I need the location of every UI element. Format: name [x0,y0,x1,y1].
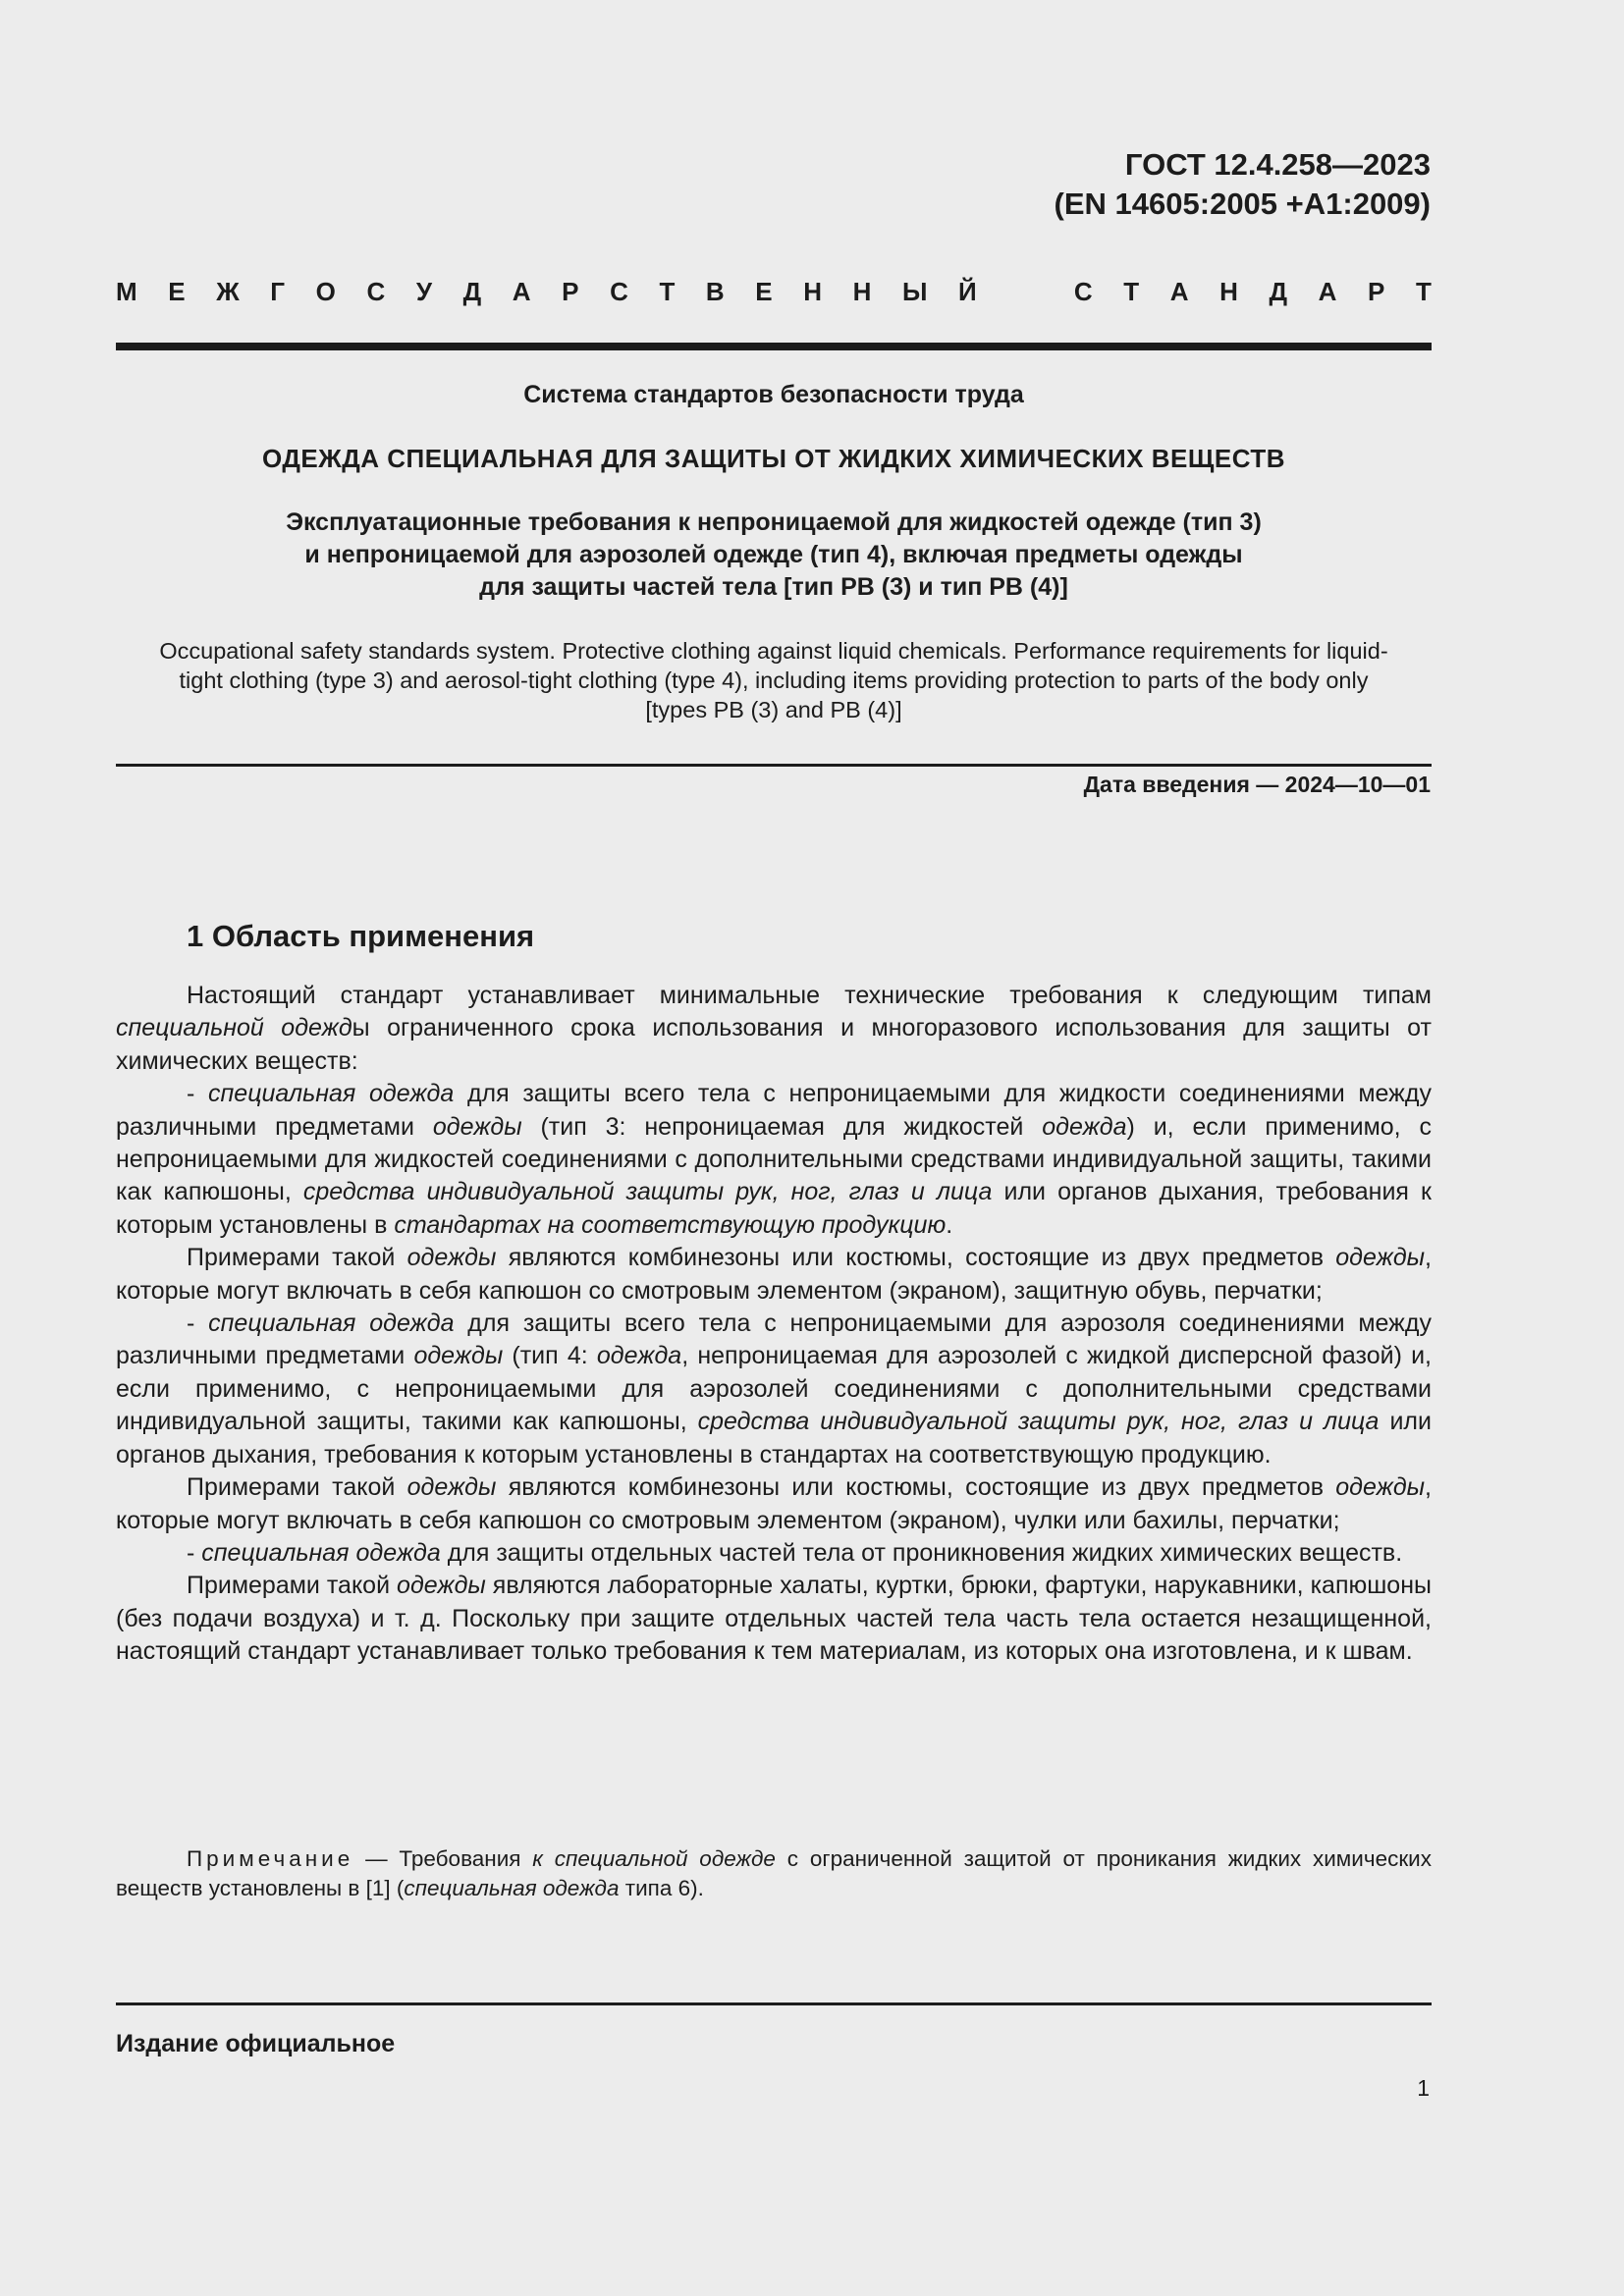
heading-letter: Т [1415,277,1432,306]
heading-letter: С [610,277,628,306]
heading-letter: Д [1269,277,1288,306]
main-title: ОДЕЖДА СПЕЦИАЛЬНАЯ ДЛЯ ЗАЩИТЫ ОТ ЖИДКИХ ХИМИЧЕСКИХ ВЕЩЕСТВ [261,444,1285,473]
heading-letter: О [315,277,336,306]
heading-letter: Г [270,277,286,306]
gost-designation [1055,145,1431,224]
title-divider [116,764,1432,767]
heading-letter: Ж [216,277,240,306]
heading-letter: У [415,277,433,306]
heading-letter: Н [803,277,823,306]
subtitle-line: и непроницаемой для аэрозолей одежде (тип 4), включая предметы одежды [304,541,1243,568]
heading-letter: С [366,277,386,306]
heading-letter: А [1318,277,1337,306]
heading-letter: Н [852,277,872,306]
english-title-line: Occupational safety standards system. Protective clothing against liquid chemicals. Performance requirements for liquid- [159,638,1388,664]
heading-letter: А [1169,277,1189,306]
page-number: 1 [1417,2075,1430,2101]
subtitle [116,507,1432,604]
introduction-date: Дата введения — 2024—10—01 [1083,772,1431,797]
heading-letter: Ы [901,277,928,306]
paragraph: Примерами такой одежды являются комбинезоны или костюмы, состоящие из двух предметов одежды, которые могут включать в себя капюшон со смотровым элементом (экраном), чулки или бахилы, перчатки; [116,1473,1432,1534]
english-title-line: [types PB (3) and PB (4)] [645,697,902,722]
subtitle-line: для защиты частей тела [тип PB (3) и тип PB (4)] [479,573,1068,601]
word-gap [1007,277,1043,307]
heading-letter: М [116,277,137,306]
english-title-line: tight clothing (type 3) and aerosol-tight clothing (type 4), including items providing protection to parts of the body only [179,667,1369,693]
paragraph: Настоящий стандарт устанавливает минимальные технические требования к следующим типам специальной одежды ограниченного срока использования и многоразового использования для защиты от химических веществ: [116,982,1432,1075]
heading-letter: Е [168,277,186,306]
en-number: (EN 14605:2005 +A1:2009) [1054,187,1431,221]
paragraph: Примерами такой одежды являются лабораторные халаты, куртки, брюки, фартуки, нарукавники, капюшоны (без подачи воздуха) и т. д. Поскольку при защите отдельных частей тела часть тела остается незащищенной, настоящий стандарт устанавливает только требования к тем материалам, из которых она изготовлена, и к швам. [116,1572,1432,1666]
heading-letter: Е [755,277,773,306]
system-title: Система стандартов безопасности труда [523,381,1024,408]
section-title: 1 Область применения [187,919,535,953]
paragraph: - специальная одежда для защиты отдельных частей тела от проникновения жидких химических веществ. [187,1538,1403,1567]
heading-letter: Й [958,277,977,306]
section-body [116,980,1432,1669]
interstate-standard-heading [116,277,1432,307]
heading-letter: Д [462,277,482,306]
footer-divider [116,2002,1432,2005]
edition-label: Издание официальное [116,2030,396,2057]
gost-number: ГОСТ 12.4.258—2023 [1124,147,1431,182]
heading-letter: Р [562,277,579,306]
heading-letter: Р [1368,277,1385,306]
paragraph: - специальная одежда для защиты всего тела с непроницаемыми для аэрозоля соединениями между различными предметами одежды (тип 4: одежда, непроницаемая для аэрозолей с жидкой дисперсной фазой) и, если применимо, с непроницаемыми для аэрозолей соединениями с дополнительными средствами индивидуальной защиты, такими как капюшоны, средства индивидуальной защиты рук, ног, глаз и лица или органов дыхания, требования к которым установлены в стандартах на соответствующую продукцию. [116,1309,1432,1468]
header-divider [116,343,1432,350]
paragraph: Примерами такой одежды являются комбинезоны или костюмы, состоящие из двух предметов одежды, которые могут включать в себя капюшон со смотровым элементом (экраном), защитную обувь, перчатки; [116,1244,1432,1305]
heading-letter: Н [1219,277,1238,306]
note: Примечание — Требования к специальной одежде с ограниченной защитой от проникания жидких химических веществ установлены в [1] (специальная одежда типа 6). [116,1846,1432,1900]
heading-letter: А [512,277,531,306]
heading-letter: Т [659,277,676,306]
heading-letter: В [705,277,725,306]
paragraph: - специальная одежда для защиты всего тела с непроницаемыми для жидкости соединениями между различными предметами одежды (тип 3: непроницаемая для жидкостей одежда) и, если применимо, с непроницаемыми для жидкостей соединениями с дополнительными средствами индивидуальной защиты, такими как капюшоны, средства индивидуальной защиты рук, ног, глаз и лица или органов дыхания, требования к которым установлены в стандартах на соответствующую продукцию. [116,1080,1432,1239]
subtitle-line: Эксплуатационные требования к непроницаемой для жидкостей одежде (тип 3) [286,508,1262,536]
note-label: Примечание [187,1846,354,1871]
heading-letter: Т [1123,277,1140,306]
english-title [116,636,1432,724]
heading-letter: С [1073,277,1093,306]
